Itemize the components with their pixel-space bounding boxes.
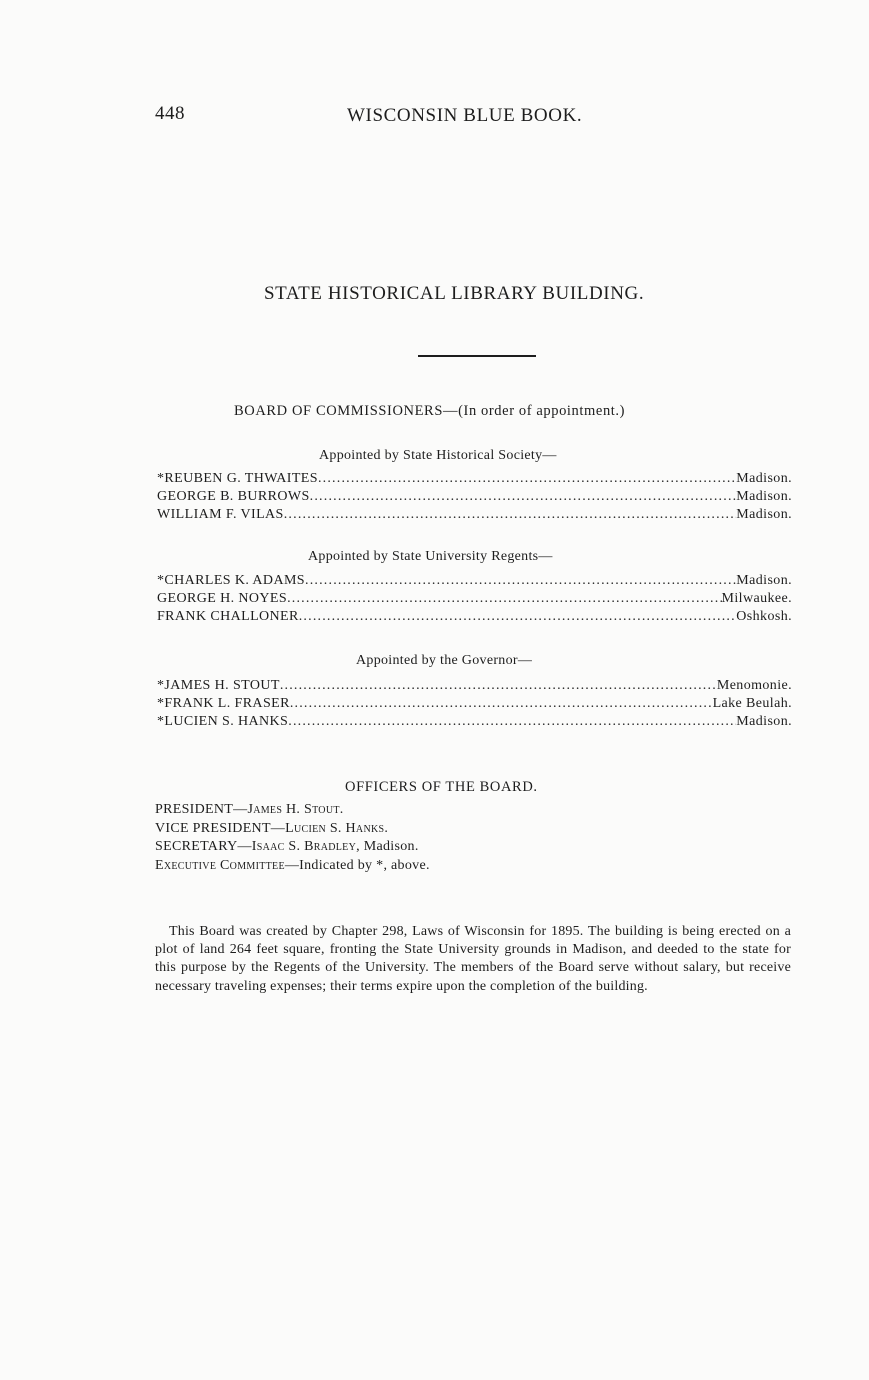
dot-leader [287,591,721,607]
executive-committee [155,858,430,877]
member-row [157,714,792,732]
member-place: Madison. [736,714,792,729]
member-name: *FRANK L. FRASER [157,696,290,711]
member-place: Menomonie. [716,678,792,693]
dot-leader [284,507,737,523]
dot-leader [288,714,736,730]
officers-heading: OFFICERS OF THE BOARD. [345,779,538,795]
member-row [157,507,792,525]
officer-place: Madison. [359,839,419,854]
page-title: STATE HISTORICAL LIBRARY BUILDING. [264,283,645,304]
member-row [157,696,792,714]
member-list-university-regents [157,573,792,627]
member-place: Madison. [736,471,792,486]
member-row [157,573,792,591]
running-head: WISCONSIN BLUE BOOK. [347,105,583,126]
member-name: FRANK CHALLONER [157,609,299,624]
member-place: Oshkosh. [736,609,792,624]
member-row [157,609,792,627]
group-label-historical-society: Appointed by State Historical Society— [319,448,557,463]
member-name: GEORGE H. NOYES [157,591,288,606]
officer-vice-president [155,821,430,840]
member-row [157,489,792,507]
officer-name: Isaac S. Bradley, [251,839,360,854]
member-name: *CHARLES K. ADAMS [157,573,305,588]
officer-title: VICE PRESIDENT— [155,820,286,836]
officer-name: Lucien S. Hanks. [285,820,389,836]
dot-leader [290,696,713,712]
member-place: Milwaukee. [721,591,792,606]
member-name: *JAMES H. STOUT [157,678,280,693]
dot-leader [299,609,737,625]
officer-title: PRESIDENT— [155,802,248,817]
dot-leader [310,489,737,505]
group-label-governor: Appointed by the Governor— [356,653,533,668]
member-place: Madison. [736,507,792,522]
member-list-governor [157,678,792,732]
member-name: *REUBEN G. THWAITES [157,471,318,486]
executive-committee-note: —Indicated by *, above. [284,857,430,873]
member-place: Madison. [736,489,792,504]
member-name: WILLIAM F. VILAS [157,507,284,522]
officer-title: SECRETARY— [155,839,252,854]
dot-leader [280,678,717,694]
member-row [157,471,792,489]
board-heading: BOARD OF COMMISSIONERS—(In order of appointment.) [234,403,626,419]
page-number: 448 [155,103,185,124]
member-place: Madison. [736,573,792,588]
member-place: Lake Beulah. [712,696,792,711]
title-rule [418,355,536,357]
member-row [157,678,792,696]
officer-title: Executive Committee [155,857,285,873]
member-row [157,591,792,609]
officer-president [155,802,430,821]
group-label-university-regents: Appointed by State University Regents— [308,549,553,564]
officer-name: James H. Stout. [247,802,344,817]
dot-leader [305,573,736,589]
member-name: GEORGE B. BURROWS [157,489,310,504]
board-note-paragraph: This Board was created by Chapter 298, Laws of Wisconsin for 1895. The building is being erected on a plot of land 264 feet square, fronting the State University grounds in Madison, and deeded to the state for this purpose by the Regents of the University. The members of the Board serve without salary, but receive necessary traveling expenses; their terms expire upon the completion of the building. [155,924,791,994]
member-name: *LUCIEN S. HANKS [157,714,289,729]
officers-list [155,802,430,876]
dot-leader [318,471,736,487]
member-list-historical-society [157,471,792,525]
officer-secretary [155,839,430,858]
